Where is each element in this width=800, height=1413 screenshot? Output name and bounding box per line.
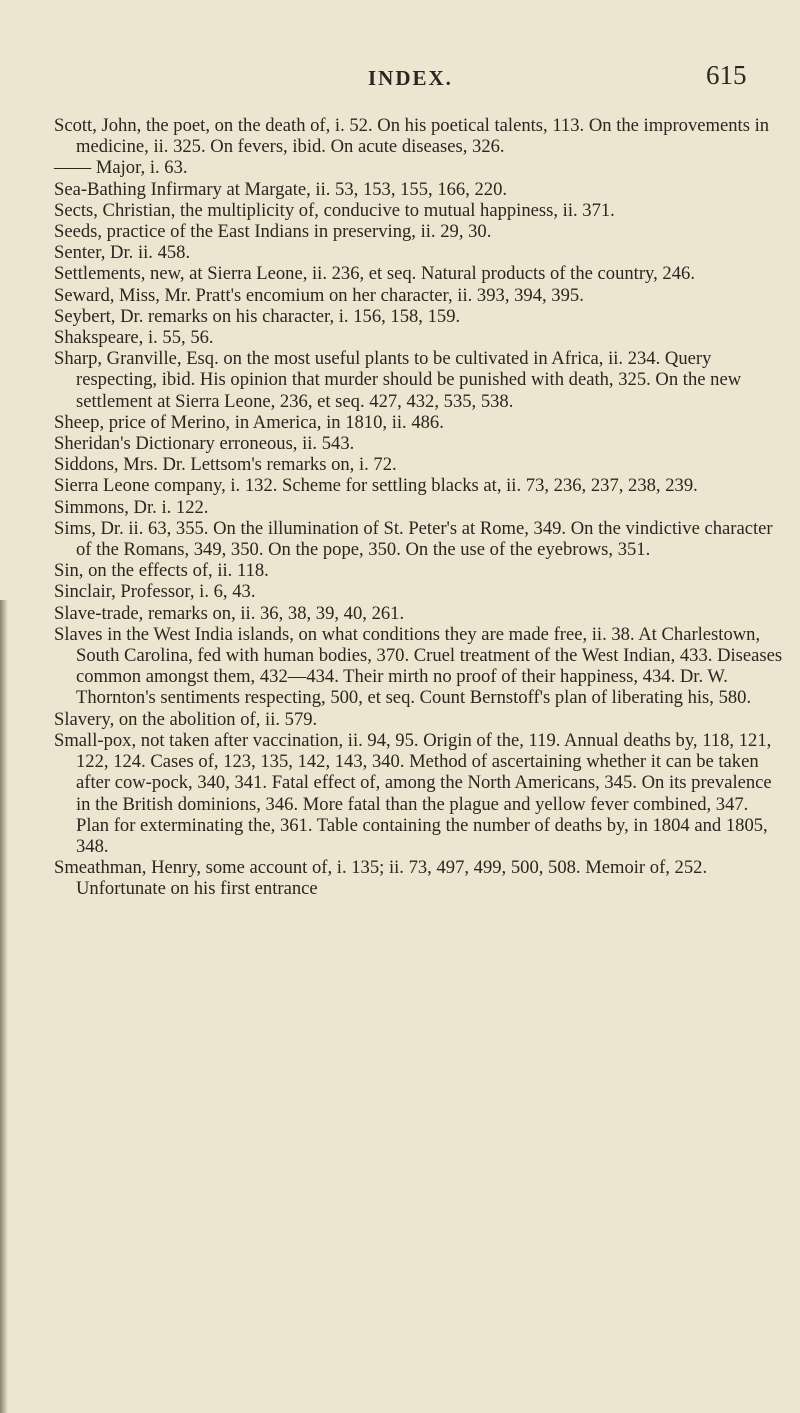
page-number: 615 — [706, 60, 747, 90]
index-entry: Sims, Dr. ii. 63, 355. On the illumination of St. Peter's at Rome, 349. On the vindictive character of the Romans, 349, 350. On the pope, 350. On the use of the eyebrows, 351. — [54, 517, 773, 561]
index-entry: Sects, Christian, the multiplicity of, conducive to mutual happiness, ii. 371. — [54, 199, 615, 221]
index-entry: Slave-trade, remarks on, ii. 36, 38, 39, 40, 261. — [54, 602, 405, 624]
index-entry: Small-pox, not taken after vaccination, ii. 94, 95. Origin of the, 119. Annual deaths by, 118, 121, 122, 124. Cases of, 123, 135, 142, 143, 340. Method of ascertaining whether it can be taken after cow-pock, 340, 341. Fatal effect of, among the North Americans, 345. On its prevalence in the British dominions, 346. More fatal than the plague and yellow fever combined, 347. Plan for exterminating the, 361. Table containing the number of deaths by, in 1804 and 1805, 348. — [54, 729, 772, 857]
index-entry: —— Major, i. 63. — [54, 157, 188, 179]
index-entry: Sharp, Granville, Esq. on the most useful plants to be cultivated in Africa, ii. 234. Query respecting, ibid. His opinion that murder should be punished with death, 325. On the new settlement at Sierra Leone, 236, et seq. 427, 432, 535, 538. — [54, 348, 742, 412]
index-entry: Simmons, Dr. i. 122. — [54, 496, 209, 518]
index-entry: Seybert, Dr. remarks on his character, i. 156, 158, 159. — [54, 305, 461, 327]
index-entry: Sea-Bathing Infirmary at Margate, ii. 53, 153, 155, 166, 220. — [54, 178, 508, 200]
running-head — [0, 60, 800, 96]
running-head-title: INDEX. — [368, 66, 453, 90]
index-entry: Seeds, practice of the East Indians in preserving, ii. 29, 30. — [54, 221, 492, 243]
index-entry: Seward, Miss, Mr. Pratt's encomium on her character, ii. 393, 394, 395. — [54, 284, 584, 306]
index-entry: Sierra Leone company, i. 132. Scheme for settling blacks at, ii. 73, 236, 237, 238, 239. — [54, 475, 698, 497]
index-entry: Scott, John, the poet, on the death of, i. 52. On his poetical talents, 113. On the improvements in medicine, ii. 325. On fevers, ibid. On acute diseases, 326. — [54, 115, 770, 158]
index-entries — [54, 115, 784, 900]
index-entry: Sheridan's Dictionary erroneous, ii. 543. — [54, 433, 355, 455]
page-edge-shadow — [0, 600, 8, 1413]
index-entry: Senter, Dr. ii. 458. — [54, 242, 191, 264]
index-entry: Shakspeare, i. 55, 56. — [54, 327, 214, 349]
index-entry: Sin, on the effects of, ii. 118. — [54, 560, 269, 582]
index-entry: Slavery, on the abolition of, ii. 579. — [54, 708, 318, 730]
index-entry: Siddons, Mrs. Dr. Lettsom's remarks on, i. 72. — [54, 454, 397, 476]
index-entry: Smeathman, Henry, some account of, i. 135; ii. 73, 497, 499, 500, 508. Memoir of, 252. Unfortunate on his first entrance — [54, 857, 708, 900]
index-entry: Sinclair, Professor, i. 6, 43. — [54, 581, 256, 603]
index-entry: Slaves in the West India islands, on what conditions they are made free, ii. 38. At Charlestown, South Carolina, fed with human bodies, 370. Cruel treatment of the West Indian, 433. Diseases common amongst them, 432—434. Their mirth no proof of their happiness, 434. Dr. W. Thornton's sentiments respecting, 500, et seq. Count Bernstoff's plan of liberating his, 580. — [54, 623, 783, 709]
index-entry: Sheep, price of Merino, in America, in 1810, ii. 486. — [54, 411, 444, 433]
index-entry: Settlements, new, at Sierra Leone, ii. 236, et seq. Natural products of the country, 246. — [54, 263, 695, 285]
